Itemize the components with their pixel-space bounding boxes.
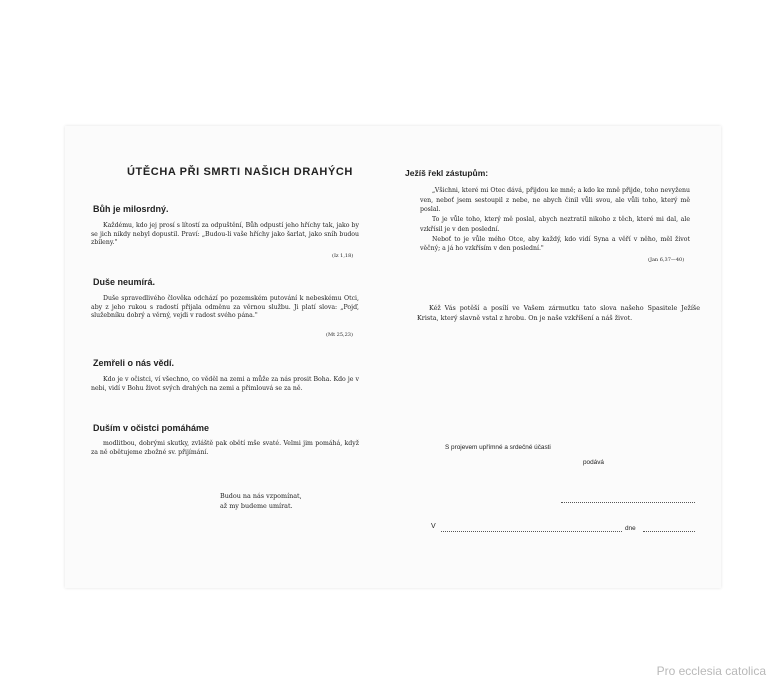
closing-verse bbox=[220, 491, 302, 511]
closing-line: Budou na nás vzpomínat, bbox=[220, 492, 302, 500]
quote-paragraph: „Všichni, které mi Otec dává, přijdou ke mně; a kdo ke mně přijde, toho nevyženu ven, neboť jsem sestoupil z nebe, ne abych činil vůli svou, ale vůli toho, který mě poslal. bbox=[420, 187, 690, 214]
quote-paragraph: Neboť to je vůle mého Otce, aby každý, kdo vidí Syna a věří v něho, měl život věčný; a já ho vzkřísím v den poslední." bbox=[420, 235, 690, 253]
section-text: Duše spravedlivého člověka odchází po pozemském putování k nebeskému Otci, aby z jeho rukou s radostí přijala odměnu za věrnou službu. Ji platí slova: „Pojď, služebníku dobrý a věrný, vejdi v radost svého pána." bbox=[91, 295, 359, 320]
date-line bbox=[643, 531, 695, 532]
presents-label: podává bbox=[583, 459, 604, 466]
sympathy-line: S projevem upřímné a srdečné účasti bbox=[445, 444, 551, 451]
place-line bbox=[441, 531, 622, 532]
section-heading: Bůh je milosrdný. bbox=[93, 204, 169, 214]
closing-line: až my budeme umírat. bbox=[220, 502, 293, 510]
signature-line bbox=[561, 502, 695, 503]
gospel-quote bbox=[420, 186, 690, 254]
section-heading: Duším v očistci pomáháme bbox=[93, 423, 210, 433]
quote-paragraph: To je vůle toho, který mě poslal, abych neztratil nikoho z těch, které mi dal, ale vzkřísil je v den poslední. bbox=[420, 216, 690, 233]
card-sheet bbox=[65, 126, 721, 588]
bible-reference: (Mt 25,23) bbox=[326, 332, 353, 338]
watermark-text: Pro ecclesia catolica bbox=[656, 664, 766, 678]
section-heading: Zemřeli o nás vědí. bbox=[93, 358, 175, 368]
section-heading: Duše neumírá. bbox=[93, 277, 156, 287]
quote-heading: Ježíš řekl zástupům: bbox=[405, 168, 489, 178]
bible-reference: (Iz 1,18) bbox=[332, 253, 354, 259]
place-prefix: V bbox=[431, 523, 436, 530]
consolation-wish: Kéž Vás potěší a posílí ve Vašem zármutku tato slova našeho Spasitele Ježíše Krista, který slavně vstal z hrobu. On je naše vzkříšení a náš život. bbox=[417, 304, 700, 322]
section-text: Kdo je v očistci, ví všechno, co věděl na zemi a může za nás prosit Boha. Kdo je v nebi, vidí v Bohu život svých drahých na zemi a přimlouvá se za ně. bbox=[91, 376, 359, 392]
section-text: modlitbou, dobrými skutky, zvláště pak obětí mše svaté. Velmi jim pomáhá, když za ně obětujeme zbožné sv. přijímání. bbox=[91, 440, 359, 456]
bible-reference: (Jan 6,37—40) bbox=[648, 257, 685, 263]
page-title: ÚTĚCHA PŘI SMRTI NAŠICH DRAHÝCH bbox=[127, 166, 353, 178]
date-label: dne bbox=[625, 525, 636, 532]
section-text: Každému, kdo jej prosí s lítostí za odpuštění, Bůh odpustí jeho hříchy tak, jako by se jich nikdy nebyl dopustil. Praví: „Budou-li vaše hříchy jako šarlat, jako sníh budou zbíleny." bbox=[91, 222, 359, 247]
